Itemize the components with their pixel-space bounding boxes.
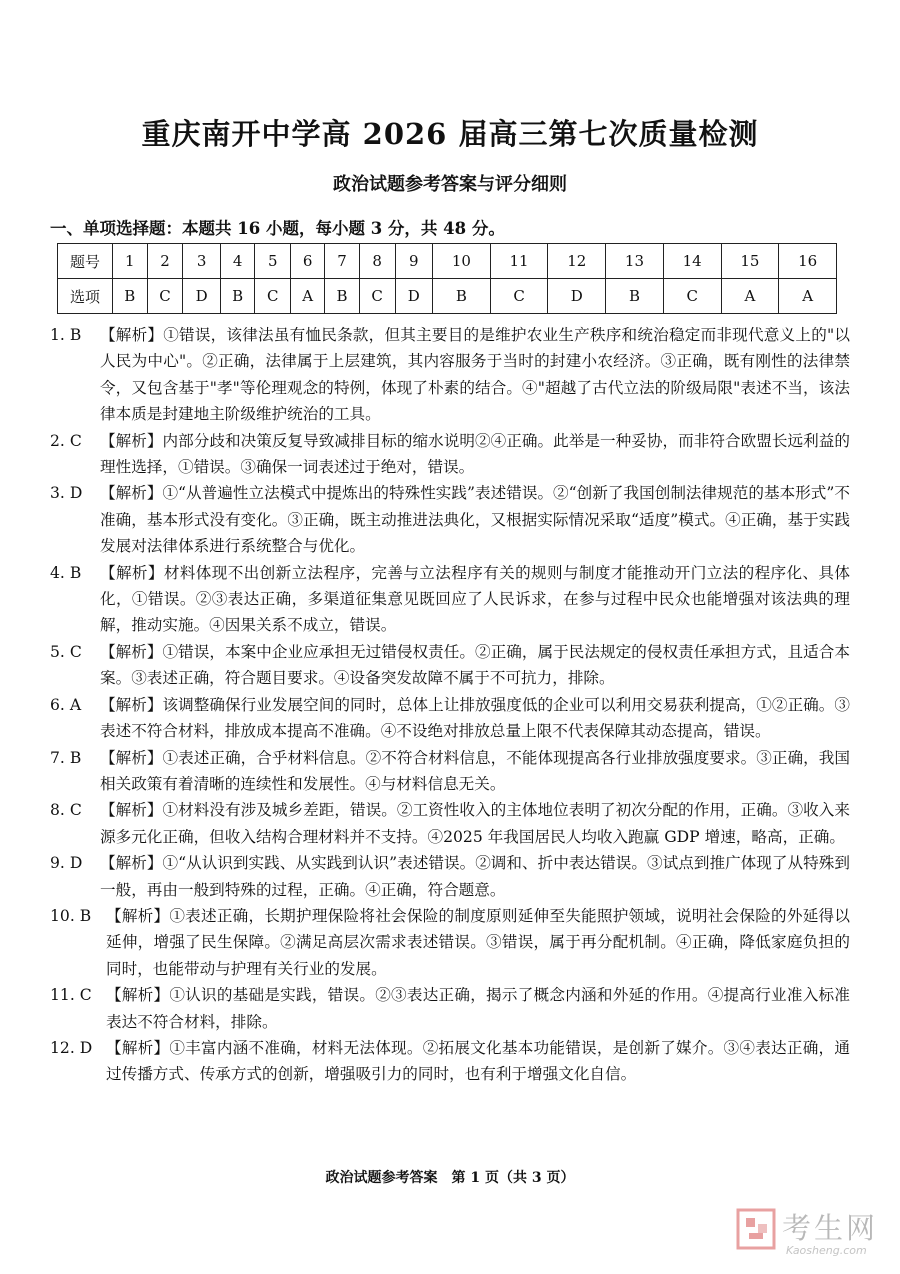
- question-number-cell: 9: [395, 244, 432, 279]
- explanation-number: 1. B: [50, 326, 82, 344]
- explanation-text: 【解析】材料体现不出创新立法程序，完善与立法程序有关的规则与制度才能推动开门立法的程序化、具体化，①错误。②③表达正确，多渠道征集意见既回应了人民诉求，在参与过程中民众也能增强对该法典的理解，推动实施。④因果关系不成立，错误。: [100, 563, 850, 635]
- page-footer: 政治试题参考答案 第 1 页（共 3 页）: [325, 1170, 575, 1186]
- explanation-item: [50, 480, 850, 559]
- question-number-cell: 11: [490, 244, 548, 279]
- explanation-item: [50, 797, 850, 850]
- question-number-cell: 7: [325, 244, 360, 279]
- kaosheng-logo-icon: [736, 1208, 776, 1250]
- question-number-cell: 1: [113, 244, 148, 279]
- explanation-number: 11. C: [50, 986, 92, 1005]
- question-number-cell: 12: [548, 244, 606, 279]
- question-number-cell: 14: [663, 244, 721, 279]
- watermark: [736, 1206, 886, 1264]
- answer-cell: A: [721, 279, 779, 314]
- explanation-text: 【解析】①错误，本案中企业应承担无过错侵权责任。②正确，属于民法规定的侵权责任承担方式，且适合本案。③表述正确，符合题目要求。④设备突发故障不属于不可抗力，排除。: [100, 642, 850, 688]
- answer-cell: B: [113, 279, 148, 314]
- answer-cell: C: [490, 279, 548, 314]
- answer-cell: B: [220, 279, 255, 314]
- explanation-text: 【解析】①“从普遍性立法模式中提炼出的特殊性实践”表述错误。②“创新了我国创制法律规范的基本形式”不准确，基本形式没有变化。③正确，既主动推进法典化，又根据实际情况采取“适度”模式。④正确，基于实践发展对法律体系进行系统整合与优化。: [100, 484, 850, 556]
- explanation-item: [50, 322, 850, 428]
- question-number-cell: 5: [255, 244, 291, 279]
- explanation-text: 【解析】内部分歧和决策反复导致减排目标的缩水说明②④正确。此举是一种妥协，而非符合欧盟长远利益的理性选择，①错误。③确保一词表述过于绝对，错误。: [100, 431, 850, 477]
- page-subtitle: 政治试题参考答案与评分细则: [333, 174, 567, 195]
- explanation-item: [50, 745, 850, 798]
- explanation-text: 【解析】①丰富内涵不准确，材料无法体现。②拓展文化基本功能错误，是创新了媒介。③④表达正确，通过传播方式、传承方式的创新，增强吸引力的同时，也有利于增强文化自信。: [106, 1038, 850, 1084]
- explanation-text: 【解析】①认识的基础是实践，错误。②③表达正确，揭示了概念内涵和外延的作用。④提高行业准入标准表达不符合材料，排除。: [106, 986, 850, 1031]
- explanation-text: 【解析】①“从认识到实践、从实践到认识”表述错误。②调和、折中表达错误。③试点到推广体现了从特殊到一般，再由一般到特殊的过程，正确。④正确，符合题意。: [100, 854, 850, 899]
- page-title: 重庆南开中学高 2026 届高三第七次质量检测: [141, 117, 759, 151]
- explanation-number: 6. A: [50, 695, 82, 714]
- explanation-text: 【解析】①错误，该律法虽有恤民条款，但其主要目的是维护农业生产秩序和统治稳定而非现代意义上的"以人民为中心"。②正确，法律属于上层建筑，其内容服务于当时的封建小农经济。③正确，既有刚性的法律禁令，又包含基于"孝"等伦理观念的特例，体现了朴素的结合。④"超越了古代立法的阶级局限"表述不当，该法律本质是封建地主阶级维护统治的工具。: [100, 326, 850, 424]
- question-number-cell: 6: [291, 244, 325, 279]
- explanation-text: 【解析】该调整确保行业发展空间的同时，总体上让排放强度低的企业可以利用交易获利提高，①②正确。③表述不符合材料，排放成本提高不准确。④不设绝对排放总量上限不代表保障其动态提高，错误。: [100, 695, 850, 741]
- explanation-item: [50, 692, 850, 745]
- explanation-text: 【解析】①表述正确，合乎材料信息。②不符合材料信息，不能体现提高各行业排放强度要求。③正确，我国相关政策有着清晰的连续性和发展性。④与材料信息无关。: [100, 748, 850, 793]
- explanation-number: 7. B: [50, 748, 82, 767]
- answer-table: [57, 243, 837, 314]
- question-number-cell: 16: [779, 244, 837, 279]
- answer-cell: B: [606, 279, 664, 314]
- answer-cell: D: [548, 279, 606, 314]
- explanation-item: [50, 428, 850, 481]
- explanation-number: 4. B: [50, 563, 82, 582]
- row-label-question-number: 题号: [58, 244, 113, 279]
- answer-cell: A: [291, 279, 325, 314]
- answer-cell: C: [359, 279, 395, 314]
- watermark-site-url: Kaosheng.com: [786, 1244, 867, 1257]
- answer-cell: D: [183, 279, 220, 314]
- answer-cell: C: [255, 279, 291, 314]
- question-number-cell: 15: [721, 244, 779, 279]
- explanation-list: [50, 322, 850, 1088]
- question-number-cell: 4: [220, 244, 255, 279]
- explanation-number: 5. C: [50, 642, 82, 661]
- explanation-number: 3. D: [50, 484, 83, 503]
- answer-table-number-row: [58, 244, 837, 279]
- section-heading: 一、单项选择题：本题共 16 小题，每小题 3 分，共 48 分。: [50, 219, 505, 238]
- question-number-cell: 8: [359, 244, 395, 279]
- explanation-number: 12. D: [50, 1038, 93, 1057]
- explanation-text: 【解析】①表述正确，长期护理保险将社会保险的制度原则延伸至失能照护领域，说明社会保险的外延得以延伸，增强了民生保障。②满足高层次需求表述错误。③错误，属于再分配机制。④正确，降低家庭负担的同时，也能带动与护理有关行业的发展。: [106, 906, 850, 978]
- explanation-number: 8. C: [50, 801, 82, 820]
- answer-cell: B: [433, 279, 491, 314]
- explanation-item: [50, 903, 850, 982]
- explanation-item: [50, 560, 850, 639]
- row-label-option: 选项: [58, 279, 113, 314]
- explanation-number: 9. D: [50, 854, 83, 873]
- answer-table-option-row: [58, 279, 837, 314]
- explanation-item: [50, 1035, 850, 1088]
- answer-cell: B: [325, 279, 360, 314]
- explanation-item: [50, 639, 850, 692]
- watermark-site-name: 考生网: [782, 1211, 879, 1245]
- answer-cell: A: [779, 279, 837, 314]
- question-number-cell: 13: [606, 244, 664, 279]
- explanation-item: [50, 982, 850, 1035]
- explanation-text: 【解析】①材料没有涉及城乡差距，错误。②工资性收入的主体地位表明了初次分配的作用，正确。③收入来源多元化正确，但收入结构合理材料并不支持。④2025 年我国居民人均收入跑赢 GDP 增速，略高，正确。: [100, 801, 850, 846]
- explanation-number: 2. C: [50, 431, 82, 450]
- answer-cell: C: [663, 279, 721, 314]
- answer-cell: C: [147, 279, 183, 314]
- question-number-cell: 3: [183, 244, 220, 279]
- explanation-number: 10. B: [50, 906, 92, 925]
- answer-cell: D: [395, 279, 432, 314]
- question-number-cell: 2: [147, 244, 183, 279]
- question-number-cell: 10: [433, 244, 491, 279]
- explanation-item: [50, 850, 850, 903]
